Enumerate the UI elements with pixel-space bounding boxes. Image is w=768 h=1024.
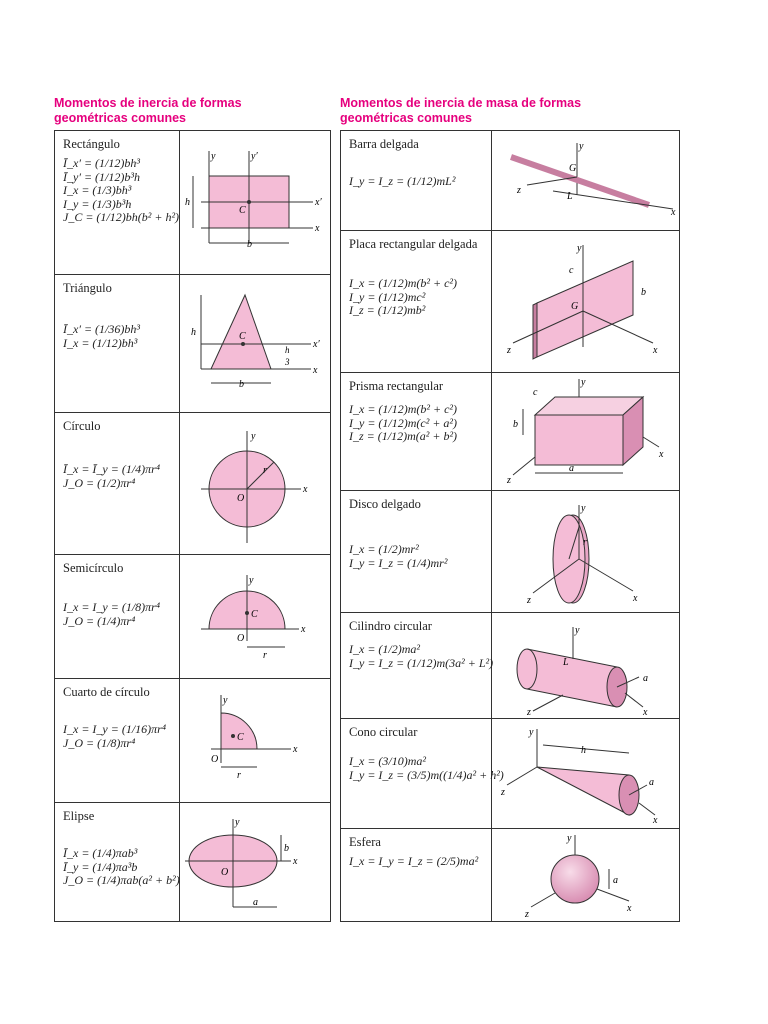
- svg-text:O: O: [221, 867, 229, 878]
- svg-text:C: C: [239, 205, 246, 216]
- svg-text:b: b: [513, 419, 518, 430]
- svg-text:y: y: [577, 243, 582, 254]
- row-slender-rod: [341, 131, 679, 231]
- svg-text:y: y: [251, 431, 256, 442]
- circular-cone-diagram: [493, 723, 679, 827]
- formula-list: I_x = I_y = (1/16)πr⁴ J_O = (1/8)πr⁴: [63, 722, 167, 750]
- formula-list: I_y = I_z = (1/12)mL²: [349, 174, 456, 188]
- svg-text:a: a: [253, 897, 258, 908]
- svg-text:z: z: [525, 909, 529, 920]
- svg-text:x′: x′: [313, 339, 320, 350]
- thin-disk-diagram: [493, 495, 679, 611]
- svg-text:x: x: [303, 484, 308, 495]
- svg-text:z: z: [527, 595, 531, 606]
- row-triangle: [55, 275, 330, 413]
- svg-text:x: x: [627, 903, 632, 914]
- svg-text:r: r: [237, 770, 241, 781]
- row-circular-cylinder: [341, 613, 679, 719]
- shape-name: Cuarto de círculo: [63, 685, 150, 699]
- quarter-circle-diagram: [181, 689, 331, 801]
- svg-text:r: r: [263, 465, 267, 476]
- svg-text:L: L: [567, 191, 573, 202]
- svg-text:3: 3: [285, 357, 290, 367]
- svg-text:y: y: [529, 727, 534, 738]
- svg-text:b: b: [641, 287, 646, 298]
- svg-text:c: c: [533, 387, 538, 398]
- circular-cylinder-diagram: [493, 617, 679, 717]
- svg-text:h: h: [581, 745, 586, 756]
- row-rectangle: [55, 131, 330, 275]
- sphere-diagram: [493, 831, 679, 921]
- svg-text:a: a: [643, 673, 648, 684]
- formula-list: I_x = (1/12)m(b² + c²) I_y = (1/12)mc² I_z = (1/12)mb²: [349, 276, 458, 317]
- formula-list: I_x = (1/12)m(b² + c²) I_y = (1/12)m(c² + a²) I_z = (1/12)m(a² + b²): [349, 402, 458, 443]
- svg-text:y: y: [223, 695, 228, 706]
- svg-text:x: x: [301, 624, 306, 635]
- svg-text:z: z: [507, 345, 511, 356]
- shape-name: Triángulo: [63, 281, 112, 295]
- formula-list: I_x = (1/2)ma² I_y = I_z = (1/12)m(3a² + L²): [349, 642, 494, 670]
- shape-name: Cono circular: [349, 725, 418, 739]
- svg-text:y: y: [575, 625, 580, 636]
- svg-text:O: O: [211, 754, 219, 765]
- shape-name: Barra delgada: [349, 137, 419, 151]
- row-quarter-circle: [55, 679, 330, 803]
- svg-text:y′: y′: [251, 151, 258, 162]
- svg-text:y: y: [249, 575, 254, 586]
- svg-text:c: c: [569, 265, 574, 276]
- shape-name: Cilindro circular: [349, 619, 432, 633]
- formula-list: Ī_x = Ī_y = (1/4)πr⁴ J_O = (1/2)πr⁴: [63, 462, 161, 490]
- svg-text:x: x: [671, 207, 676, 218]
- svg-text:y: y: [211, 151, 216, 162]
- svg-text:y: y: [579, 141, 584, 152]
- svg-text:r: r: [263, 650, 267, 661]
- svg-text:x′: x′: [315, 197, 322, 208]
- triangle-diagram: [181, 285, 331, 405]
- svg-text:C: C: [237, 732, 244, 743]
- row-semicircle: [55, 555, 330, 679]
- svg-text:b: b: [284, 843, 289, 854]
- svg-text:h: h: [191, 327, 196, 338]
- svg-text:x: x: [313, 365, 318, 376]
- svg-text:x: x: [315, 223, 320, 234]
- svg-text:x: x: [293, 744, 298, 755]
- rectangular-prism-diagram: [493, 375, 679, 489]
- svg-text:a: a: [613, 875, 618, 886]
- svg-text:G: G: [569, 163, 577, 174]
- row-thin-plate: [341, 231, 679, 373]
- shape-name: Prisma rectangular: [349, 379, 444, 393]
- svg-text:y: y: [581, 377, 586, 388]
- svg-text:a: a: [649, 777, 654, 788]
- row-circular-cone: [341, 719, 679, 829]
- svg-text:x: x: [653, 345, 658, 356]
- formula-list: I_x = (1/2)mr² I_y = I_z = (1/4)mr²: [349, 542, 448, 570]
- circle-diagram: [181, 425, 331, 545]
- shape-name: Placa rectangular delgada: [349, 237, 478, 251]
- svg-text:O: O: [237, 633, 245, 644]
- svg-text:a: a: [569, 463, 574, 474]
- svg-text:x: x: [653, 815, 658, 826]
- svg-text:x: x: [293, 856, 298, 867]
- svg-text:z: z: [501, 787, 505, 798]
- svg-text:x: x: [643, 707, 648, 717]
- semicircle-diagram: [181, 565, 331, 677]
- ellipse-diagram: [181, 811, 331, 921]
- svg-text:r: r: [583, 537, 587, 548]
- mass-moments-table: [340, 130, 680, 922]
- svg-text:L: L: [563, 657, 569, 668]
- svg-text:O: O: [237, 493, 245, 504]
- svg-text:C: C: [239, 331, 246, 342]
- svg-text:y: y: [235, 817, 240, 828]
- rectangle-diagram: [181, 143, 331, 263]
- row-thin-disk: [341, 491, 679, 613]
- shape-name: Semicírculo: [63, 561, 124, 575]
- shape-name: Círculo: [63, 419, 101, 433]
- slender-rod-diagram: [493, 135, 679, 229]
- row-sphere: [341, 829, 679, 923]
- left-section-title: Momentos de inercia de formas geométricas comunes: [54, 96, 242, 125]
- svg-text:y: y: [567, 833, 572, 844]
- formula-list: I_x = I_y = (1/8)πr⁴ J_O = (1/4)πr⁴: [63, 600, 161, 628]
- svg-text:h: h: [285, 345, 290, 355]
- svg-text:y: y: [581, 503, 586, 514]
- shape-name: Disco delgado: [349, 497, 421, 511]
- right-section-title: Momentos de inercia de masa de formas geométricas comunes: [340, 96, 582, 125]
- thin-plate-diagram: [493, 239, 679, 369]
- shape-name: Esfera: [349, 835, 381, 849]
- shape-name: Elipse: [63, 809, 95, 823]
- svg-text:G: G: [571, 301, 579, 312]
- svg-text:h: h: [185, 197, 190, 208]
- svg-text:b: b: [247, 239, 252, 250]
- svg-text:z: z: [517, 185, 521, 196]
- row-ellipse: [55, 803, 330, 923]
- formula-list: I_x = I_y = I_z = (2/5)ma²: [349, 854, 479, 868]
- svg-text:x: x: [633, 593, 638, 604]
- area-moments-table: [54, 130, 331, 922]
- svg-text:b: b: [239, 379, 244, 390]
- svg-text:x: x: [659, 449, 664, 460]
- svg-text:z: z: [527, 707, 531, 717]
- row-rectangular-prism: [341, 373, 679, 491]
- formula-list: Ī_x′ = (1/12)bh³ Ī_y′ = (1/12)b³h I_x = (1/3)bh³ I_y = (1/3)b³h J_C = (1/12)bh(b² + h²): [63, 156, 180, 224]
- formula-list: Ī_x = (1/4)πab³ Ī_y = (1/4)πa³b J_O = (1/4)πab(a² + b²): [63, 846, 180, 887]
- shape-name: Rectángulo: [63, 137, 120, 151]
- formula-list: I_x = (3/10)ma² I_y = I_z = (3/5)m((1/4)a² + h²): [349, 754, 504, 782]
- formula-list: Ī_x′ = (1/36)bh³ I_x = (1/12)bh³: [63, 322, 140, 350]
- svg-text:C: C: [251, 609, 258, 620]
- row-circle: [55, 413, 330, 555]
- svg-text:z: z: [507, 475, 511, 486]
